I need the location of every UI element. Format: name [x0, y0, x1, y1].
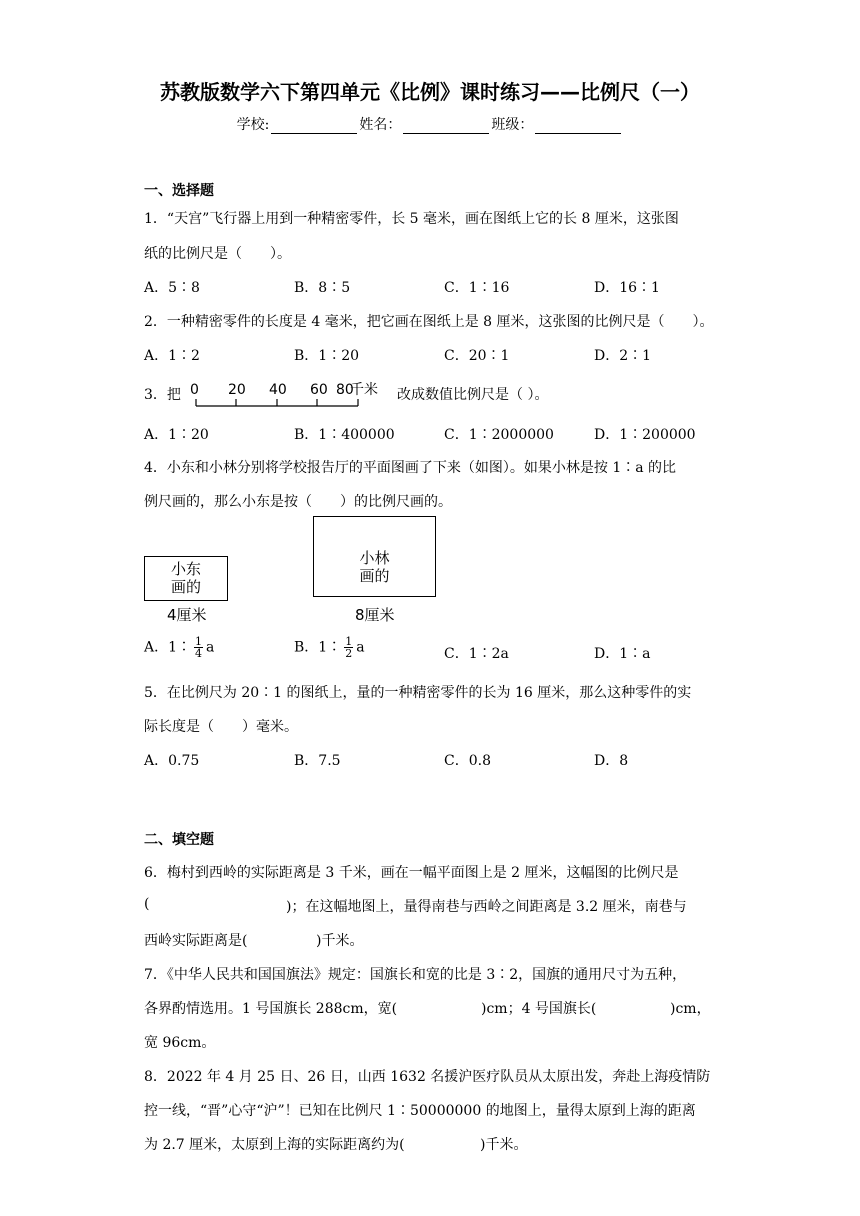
q5-option-c[interactable]: C．0.8: [444, 753, 491, 769]
xiaolin-drawing-box: [313, 516, 436, 597]
fraction-numerator: 1: [345, 635, 353, 648]
name-label: 姓名：: [359, 117, 402, 133]
q2-option-b[interactable]: B．1∶20: [294, 348, 360, 364]
q5-option-a[interactable]: A．0.75: [144, 753, 200, 769]
q4-a-tail: a: [206, 639, 215, 656]
q5-option-d[interactable]: D．8: [594, 753, 629, 769]
q1-option-d[interactable]: D．16∶1: [594, 280, 660, 296]
q7-line1: 7．《中华人民共和国国旗法》规定：国旗长和宽的比是 3∶2，国旗的通用尺寸为五种，: [144, 967, 687, 983]
school-label: 学校:: [236, 117, 270, 133]
school-blank[interactable]: [271, 119, 357, 134]
q5-line1: 5．在比例尺为 20∶1 的图纸上，量的一种精密零件的长为 16 厘米，那么这种零件的实: [144, 685, 692, 701]
q4-line2: 例尺画的，那么小东是按（ ）的比例尺画的。: [144, 494, 452, 510]
scale-unit: 千米: [350, 382, 378, 398]
q6-line3-start: 西岭实际距离是(: [144, 933, 248, 949]
q1-option-b[interactable]: B．8∶5: [294, 280, 351, 296]
scale-tick-80: 80: [336, 382, 354, 398]
q1-option-c[interactable]: C．1∶16: [444, 280, 510, 296]
fraction-denominator: 4: [195, 647, 203, 660]
fraction-numerator: 1: [195, 635, 203, 648]
box1-caption: 4厘米: [167, 606, 207, 624]
q1-line1: 1．“天宫”飞行器上用到一种精密零件，长 5 毫米，画在图纸上它的长 8 厘米，这张图: [144, 211, 679, 227]
q2-option-d[interactable]: D．2∶1: [594, 348, 652, 364]
q4-line1: 4．小东和小林分别将学校报告厅的平面图画了下来（如图）。如果小林是按 1∶a 的比: [144, 460, 677, 476]
q3-option-a[interactable]: A．1∶20: [144, 427, 209, 443]
q8-line2: 控一线，“晋”心守“沪”！已知在比例尺 1∶50000000 的地图上，量得太原到上海的距离: [144, 1103, 696, 1119]
q3-option-b[interactable]: B．1∶400000: [294, 427, 395, 443]
q1-line2: 纸的比例尺是（ ）。: [144, 246, 291, 262]
box2-caption: 8厘米: [355, 606, 395, 624]
q7-line2-start: 各界酌情选用。1 号国旗长 288cm，宽(: [144, 1001, 398, 1017]
q7-line2-mid: )cm；4 号国旗长(: [481, 1001, 597, 1017]
q8-line1: 8．2022 年 4 月 25 日、26 日，山西 1632 名援沪医疗队员从太原出发，奔赴上海疫情防: [144, 1069, 711, 1085]
q7-line3: 宽 96cm。: [144, 1035, 216, 1051]
q1-option-a[interactable]: A．5∶8: [144, 280, 200, 296]
q3-option-d[interactable]: D．1∶200000: [594, 427, 696, 443]
fraction: [344, 636, 353, 659]
q4-option-b[interactable]: [294, 636, 365, 659]
scale-tick-20: 20: [228, 382, 246, 398]
q4-option-d[interactable]: D．1∶a: [594, 646, 651, 662]
class-label: 班级：: [491, 117, 534, 133]
xiaodong-drawing-box: [144, 556, 228, 601]
q6-line2-rest: )；在这幅地图上，量得南巷与西岭之间距离是 3.2 厘米，南巷与: [286, 899, 687, 915]
q4-a-label: A．1∶: [144, 639, 192, 656]
q5-option-b[interactable]: B．7.5: [294, 753, 341, 769]
scale-tick-40: 40: [269, 382, 287, 398]
fraction: [194, 636, 203, 659]
q6-line3-end: )千米。: [316, 933, 364, 949]
q2-line1: 2．一种精密零件的长度是 4 毫米，把它画在图纸上是 8 厘米，这张图的比例尺是（ ）。: [144, 314, 714, 330]
q3-suffix: 改成数值比例尺是（ ）。: [397, 387, 549, 403]
box1-line2: 画的: [170, 578, 201, 596]
q2-option-c[interactable]: C．20∶1: [444, 348, 510, 364]
page-title: 苏教版数学六下第四单元《比例》课时练习——比例尺（一）: [160, 80, 700, 104]
q4-b-label: B．1∶: [294, 639, 342, 656]
student-info: [0, 114, 860, 134]
fraction-denominator: 2: [345, 647, 353, 660]
class-blank[interactable]: [535, 119, 621, 134]
q8-line3-end: )千米。: [480, 1137, 528, 1153]
q6-line2-open: (: [144, 896, 150, 912]
section-choice-heading: 一、选择题: [144, 183, 214, 199]
q3-prefix: 3．把: [144, 387, 181, 403]
q6-line1: 6．梅村到西岭的实际距离是 3 千米，画在一幅平面图上是 2 厘米，这幅图的比例尺是: [144, 865, 679, 881]
q8-line3-start: 为 2.7 厘米，太原到上海的实际距离约为(: [144, 1137, 405, 1153]
box2-line2: 画的: [359, 567, 390, 585]
q3-option-c[interactable]: C．1∶2000000: [444, 427, 554, 443]
box2-line1: 小林: [359, 549, 390, 567]
q2-option-a[interactable]: A．1∶2: [144, 348, 200, 364]
section-fill-heading: 二、填空题: [144, 832, 214, 848]
name-blank[interactable]: [403, 119, 489, 134]
q4-option-c[interactable]: C．1∶2a: [444, 646, 509, 662]
q7-line2-end: )cm，: [670, 1001, 711, 1017]
q5-line2: 际长度是（ ）毫米。: [144, 719, 298, 735]
q4-option-a[interactable]: [144, 636, 214, 659]
box1-line1: 小东: [170, 560, 201, 578]
line-scale-figure: [186, 378, 396, 410]
scale-tick-0: 0: [190, 382, 199, 398]
q4-b-tail: a: [356, 639, 365, 656]
scale-tick-60: 60: [310, 382, 328, 398]
